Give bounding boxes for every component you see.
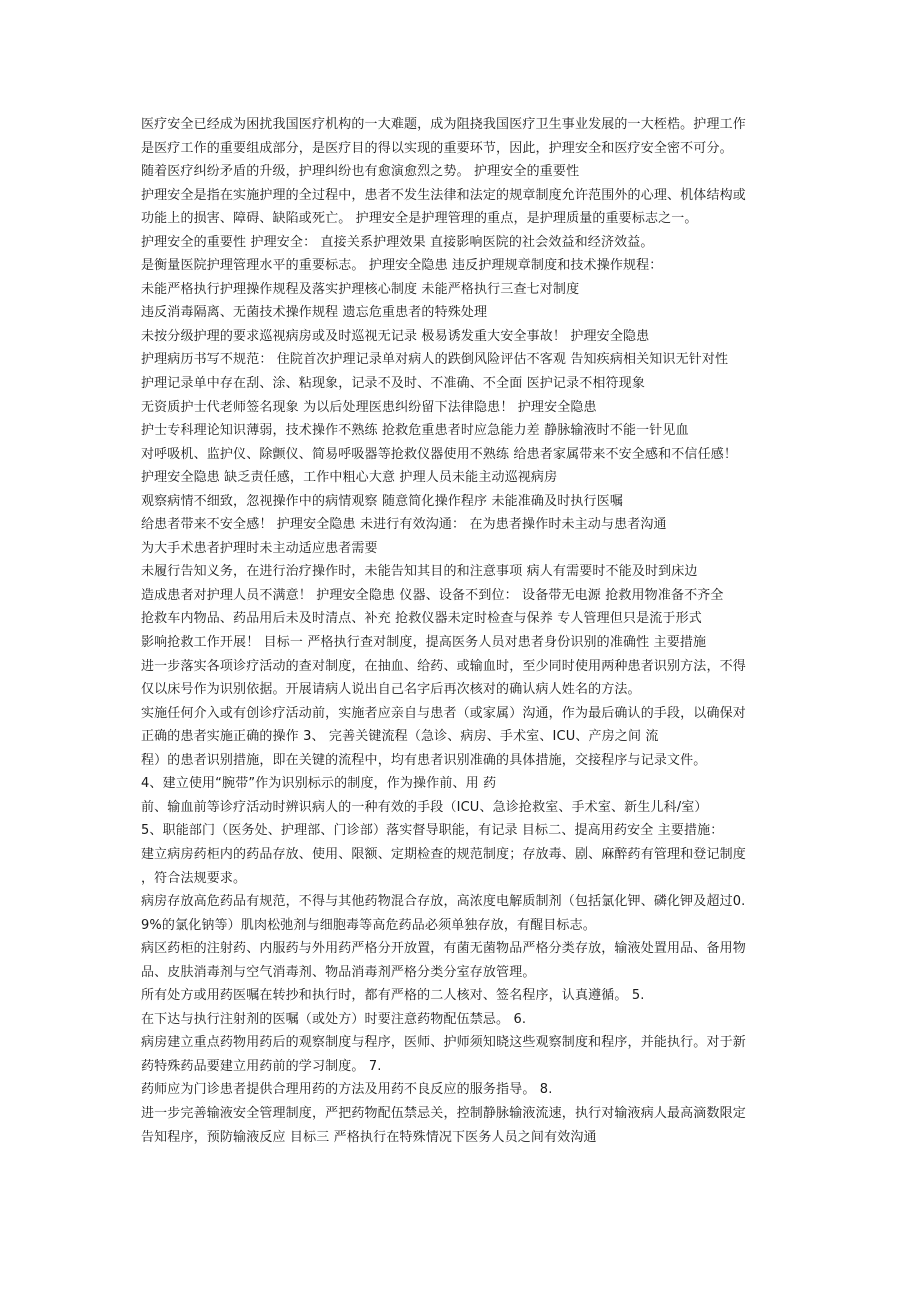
text-line: 医疗安全已经成为困扰我国医疗机构的一大难题，成为阻挠我国医疗卫生事业发展的一大桎梏。护理工作: [141, 117, 746, 132]
text-line: 功能上的损害、障碍、缺陷或死亡。 护理安全是护理管理的重点，是护理质量的重要标志之一。: [141, 211, 698, 227]
text-line: 在下达与执行注射剂的医嘱（或处方）时要注意药物配伍禁忌。 6.: [141, 1011, 527, 1027]
text-line: 未按分级护理的要求巡视病房或及时巡视无记录 极易诱发重大安全事故！ 护理安全隐患: [141, 328, 650, 344]
text-line: 给患者带来不安全感！ 护理安全隐患 未进行有效沟通： 在为患者操作时未主动与患者沟通: [141, 517, 667, 533]
text-line: 病房存放高危药品有规范，不得与其他药物混合存放，高浓度电解质制剂（包括氯化钾、磷化钾及超过0.: [141, 894, 746, 910]
text-line: 正确的患者实施正确的操作 3、 完善关键流程（急诊、病房、手术室、ICU、产房之间 流: [141, 729, 659, 745]
text-line: 5、职能部门（医务处、护理部、门诊部）落实督导职能，有记录 目标二、提高用药安全 主要措施：: [141, 823, 724, 839]
text-line: 护理安全隐患 缺乏责任感，工作中粗心大意 护理人员未能主动巡视病房: [141, 470, 558, 486]
text-line: 护士专科理论知识薄弱，技术操作不熟练 抢救危重患者时应急能力差 静脉输液时不能一针见血: [141, 423, 689, 439]
text-line: 药特殊药品要建立用药前的学习制度。 7.: [141, 1058, 382, 1074]
text-line: 未能严格执行护理操作规程及落实护理核心制度 未能严格执行三查七对制度: [141, 281, 580, 297]
text-line: 实施任何介入或有创诊疗活动前，实施者应亲自与患者（或家属）沟通，作为最后确认的手段，以确保对: [141, 705, 746, 721]
text-line: 对呼吸机、监护仪、除颤仪、简易呼吸器等抢救仪器使用不熟练 给患者家属带来不安全感和不信任感！: [141, 446, 738, 462]
text-line: 前、输血前等诊疗活动时辨识病人的一种有效的手段（ICU、急诊抢救室、手术室、新生儿科/室）: [141, 799, 708, 815]
text-line: 造成患者对护理人员不满意！ 护理安全隐患 仪器、设备不到位： 设备带无电源 抢救用物准备不齐全: [141, 587, 724, 603]
document-body: [141, 113, 783, 1149]
text-line: 为大手术患者护理时未主动适应患者需要: [141, 540, 378, 556]
text-line: 告知程序，预防输液反应 目标三 严格执行在特殊情况下医务人员之间有效沟通: [141, 1129, 597, 1145]
text-line: 仅以床号作为识别依据。开展请病人说出自己名字后再次核对的确认病人姓名的方法。: [141, 682, 641, 698]
text-line: 未履行告知义务，在进行治疗操作时，未能告知其目的和注意事项 病人有需要时不能及时到床边: [141, 564, 698, 580]
text-line: 护理病历书写不规范： 住院首次护理记录单对病人的跌倒风险评估不客观 告知疾病相关知识无针对性: [141, 352, 729, 368]
text-line: 程）的患者识别措施，即在关键的流程中，均有患者识别准确的具体措施，交接程序与记录文件。: [141, 752, 707, 768]
text-line: 影响抢救工作开展！ 目标一 严格执行查对制度，提高医务人员对患者身份识别的准确性 主要措施: [141, 635, 707, 651]
text-line: 所有处方或用药医嘱在转抄和执行时，都有严格的二人核对、签名程序，认真遵循。 5.: [141, 988, 645, 1004]
text-line: 是医疗工作的重要组成部分，是医疗目的得以实现的重要环节，因此，护理安全和医疗安全密不可分。: [141, 140, 733, 156]
text-line: 9%的氯化钠等）肌肉松弛剂与细胞毒等高危药品必须单独存放，有醒目标志。: [141, 917, 596, 933]
text-line: 抢救车内物品、药品用后未及时清点、补充 抢救仪器未定时检查与保养 专人管理但只是流于形式: [141, 611, 702, 627]
text-line: 护理安全是指在实施护理的全过程中，患者不发生法律和法定的规章制度允许范围外的心理、机体结构或: [141, 187, 746, 203]
text-line: 进一步落实各项诊疗活动的查对制度，在抽血、给药、或输血时，至少同时使用两种患者识别方法，不得: [141, 658, 746, 674]
text-line: 4、建立使用“腕带”作为识别标示的制度，作为操作前、用 药: [141, 776, 497, 792]
text-line: 护理安全的重要性 护理安全： 直接关系护理效果 直接影响医院的社会效益和经济效益。: [141, 234, 654, 250]
text-line: 进一步完善输液安全管理制度，严把药物配伍禁忌关，控制静脉输液流速，执行对输液病人最高滴数限定: [141, 1105, 746, 1121]
text-line: 药师应为门诊患者提供合理用药的方法及用药不良反应的服务指导。 8.: [141, 1082, 553, 1098]
text-line: 观察病情不细致，忽视操作中的病情观察 随意简化操作程序 未能准确及时执行医嘱: [141, 493, 623, 509]
text-line: 病区药柜的注射药、内服药与外用药严格分开放置，有菌无菌物品严格分类存放，输液处置用品、备用物: [141, 941, 746, 957]
text-line: 是衡量医院护理管理水平的重要标志。 护理安全隐患 违反护理规章制度和技术操作规程：: [141, 258, 663, 274]
text-line: 品、皮肤消毒剂与空气消毒剂、物品消毒剂严格分类分室存放管理。: [141, 964, 536, 980]
text-line: 违反消毒隔离、无菌技术操作规程 遗忘危重患者的特殊处理: [141, 305, 488, 321]
text-line: 护理记录单中存在刮、涂、粘现象，记录不及时、不准确、不全面 医护记录不相符现象: [141, 376, 645, 392]
text-line: 病房建立重点药物用药后的观察制度与程序，医师、护师须知晓这些观察制度和程序，并能执行。对于新: [141, 1035, 746, 1051]
text-line: ，符合法规要求。: [141, 870, 247, 886]
text-line: 建立病房药柜内的药品存放、使用、限额、定期检查的规范制度；存放毒、剧、麻醉药有管理和登记制度: [141, 846, 746, 862]
text-line: 随着医疗纠纷矛盾的升级，护理纠纷也有愈演愈烈之势。 护理安全的重要性: [141, 164, 580, 180]
text-line: 无资质护士代老师签名现象 为以后处理医患纠纷留下法律隐患！ 护理安全隐患: [141, 399, 597, 415]
